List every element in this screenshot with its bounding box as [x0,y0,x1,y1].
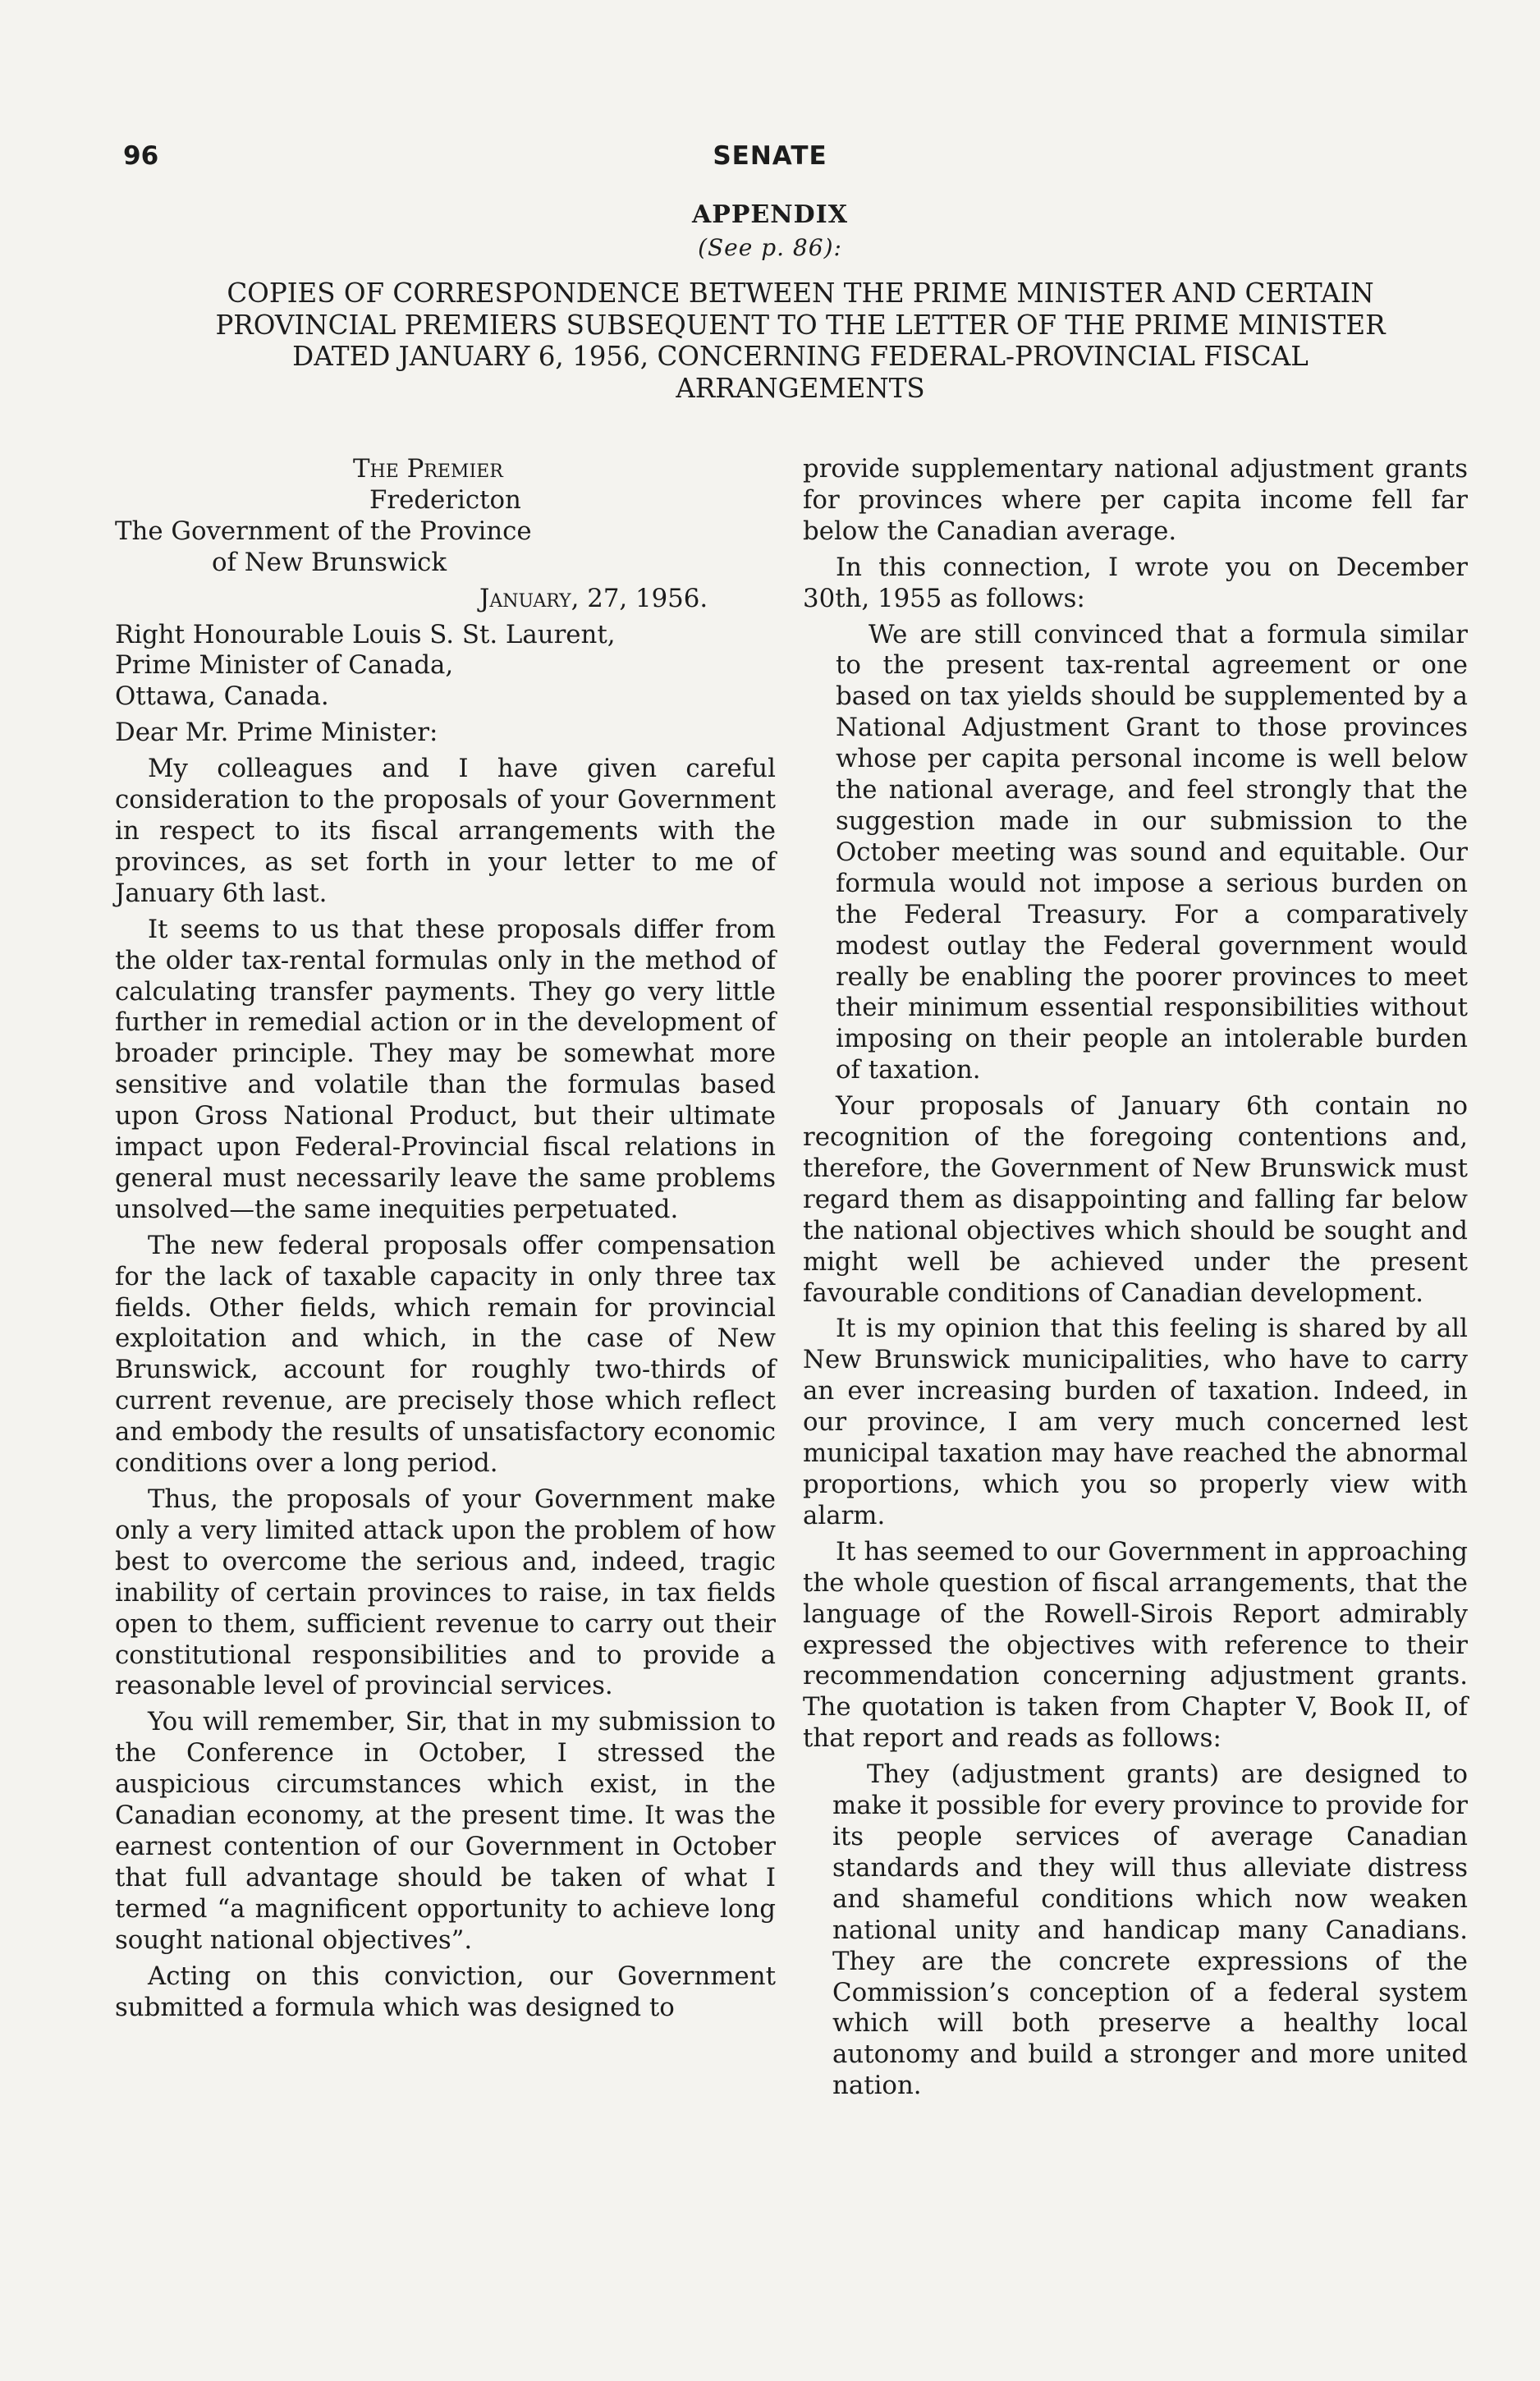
sender-government: The Government of the Province [115,516,532,546]
appendix-heading: COPIES OF CORRESPONDENCE BETWEEN THE PRIME MINISTER AND CERTAIN PROVINCIAL PREMIERS SUBSEQUENT TO THE LETTER OF THE PRIME MINISTER DATED JANUARY 6, 1956, CONCERNING FEDERAL-PROVINCIAL FISCAL ARRANGEMENTS [215,278,1386,404]
sender-city: Fredericton [369,484,521,515]
recipient-name: Right Honourable Louis S. St. Laurent, [115,619,616,649]
recipient-title: Prime Minister of Canada, [115,650,454,681]
paragraph: Thus, the proposals of your Government make only a very limited attack upon the problem of how best to overcome the serious and, indeed, tragic inability of certain provinces to raise, in tax fields open to them, sufficient revenue to carry out their constitutional responsibilities and to provide a reasonable level of provincial services. [115,1484,776,1701]
right-column [803,454,1468,2107]
salutation: Dear Mr. Prime Minister: [115,718,438,748]
appendix-reference: (See p. 86): [698,234,842,261]
left-column [115,454,776,2028]
paragraph: provide supplementary national adjustment grants for provinces where per capita income fell far below the Canadian average. [803,454,1468,546]
paragraph: It has seemed to our Government in approaching the whole question of fiscal arrangements, that the language of the Rowell-Sirois Report admirably expressed the objectives with reference to their recommendation concerning adjustment grants. The quotation is taken from Chapter V, Book II, of that report and reads as follows: [803,1536,1468,1754]
sender-title: The Premier [353,454,503,484]
running-head: SENATE [713,141,827,171]
appendix-title: APPENDIX [691,200,848,229]
paragraph: You will remember, Sir, that in my submission to the Conference in October, I stressed the auspicious circumstances which exist, in the Canadian economy, at the present time. It was the earnest contention of our Government in October that full advantage should be taken of what I termed “a magnificent opportunity to achieve long sought national objectives”. [115,1707,776,1955]
paragraph: In this connection, I wrote you on December 30th, 1955 as follows: [803,552,1468,613]
sender-province: of New Brunswick [212,547,447,577]
paragraph: Your proposals of January 6th contain no recognition of the foregoing contentions and, therefore, the Government of New Brunswick must regard them as disappointing and falling far below the national objectives which should be sought and might well be achieved under the present favourable conditions of Canadian development. [803,1091,1468,1308]
paragraph: It seems to us that these proposals differ from the older tax-rental formulas only in the method of calculating transfer payments. They go very little further in remedial action or in the development of broader principle. They may be somewhat more sensitive and volatile than the formulas based upon Gross National Product, but their ultimate impact upon Federal-Provincial fiscal relations in general must necessarily leave the same problems unsolved—the same inequities perpetuated. [115,914,776,1224]
recipient-address: Ottawa, Canada. [115,681,329,712]
paragraph: My colleagues and I have given careful consideration to the proposals of your Government in respect to its fiscal arrangements with the provinces, as set forth in your letter to me of January 6th last. [115,754,776,908]
letter-date: January, 27, 1956. [479,583,708,613]
paragraph: Acting on this conviction, our Government submitted a formula which was designed to [115,1961,776,2022]
paragraph: It is my opinion that this feeling is shared by all New Brunswick municipalities, who have to carry an ever increasing burden of taxation. Indeed, in our province, I am very much concerned lest municipal taxation may have reached the abnormal proportions, which you so properly view with alarm. [803,1314,1468,1530]
block-quote: We are still convinced that a formula similar to the present tax-rental agreement or one based on tax yields should be supplemented by a National Adjustment Grant to those provinces whose per capita personal income is well below the national average, and feel strongly that the suggestion made in our submission to the October meeting was sound and equitable. Our formula would not impose a serious burden on the Federal Treasury. For a comparatively modest outlay the Federal government would really be enabling the poorer provinces to meet their minimum essential responsibilities without imposing on their people an intolerable burden of taxation. [836,619,1468,1085]
block-quote: They (adjustment grants) are designed to make it possible for every province to provide for its people services of average Canadian standards and they will thus alleviate distress and shameful conditions which now weaken national unity and handicap many Canadians. They are the concrete expressions of the Commission’s conception of a federal system which will both preserve a healthy local autonomy and build a stronger and more united nation. [832,1759,1468,2101]
paragraph: The new federal proposals offer compensation for the lack of taxable capacity in only three tax fields. Other fields, which remain for provincial exploitation and which, in the case of New Brunswick, account for roughly two-thirds of current revenue, are precisely those which reflect and embody the results of unsatisfactory economic conditions over a long period. [115,1230,776,1479]
page-number: 96 [123,141,159,171]
